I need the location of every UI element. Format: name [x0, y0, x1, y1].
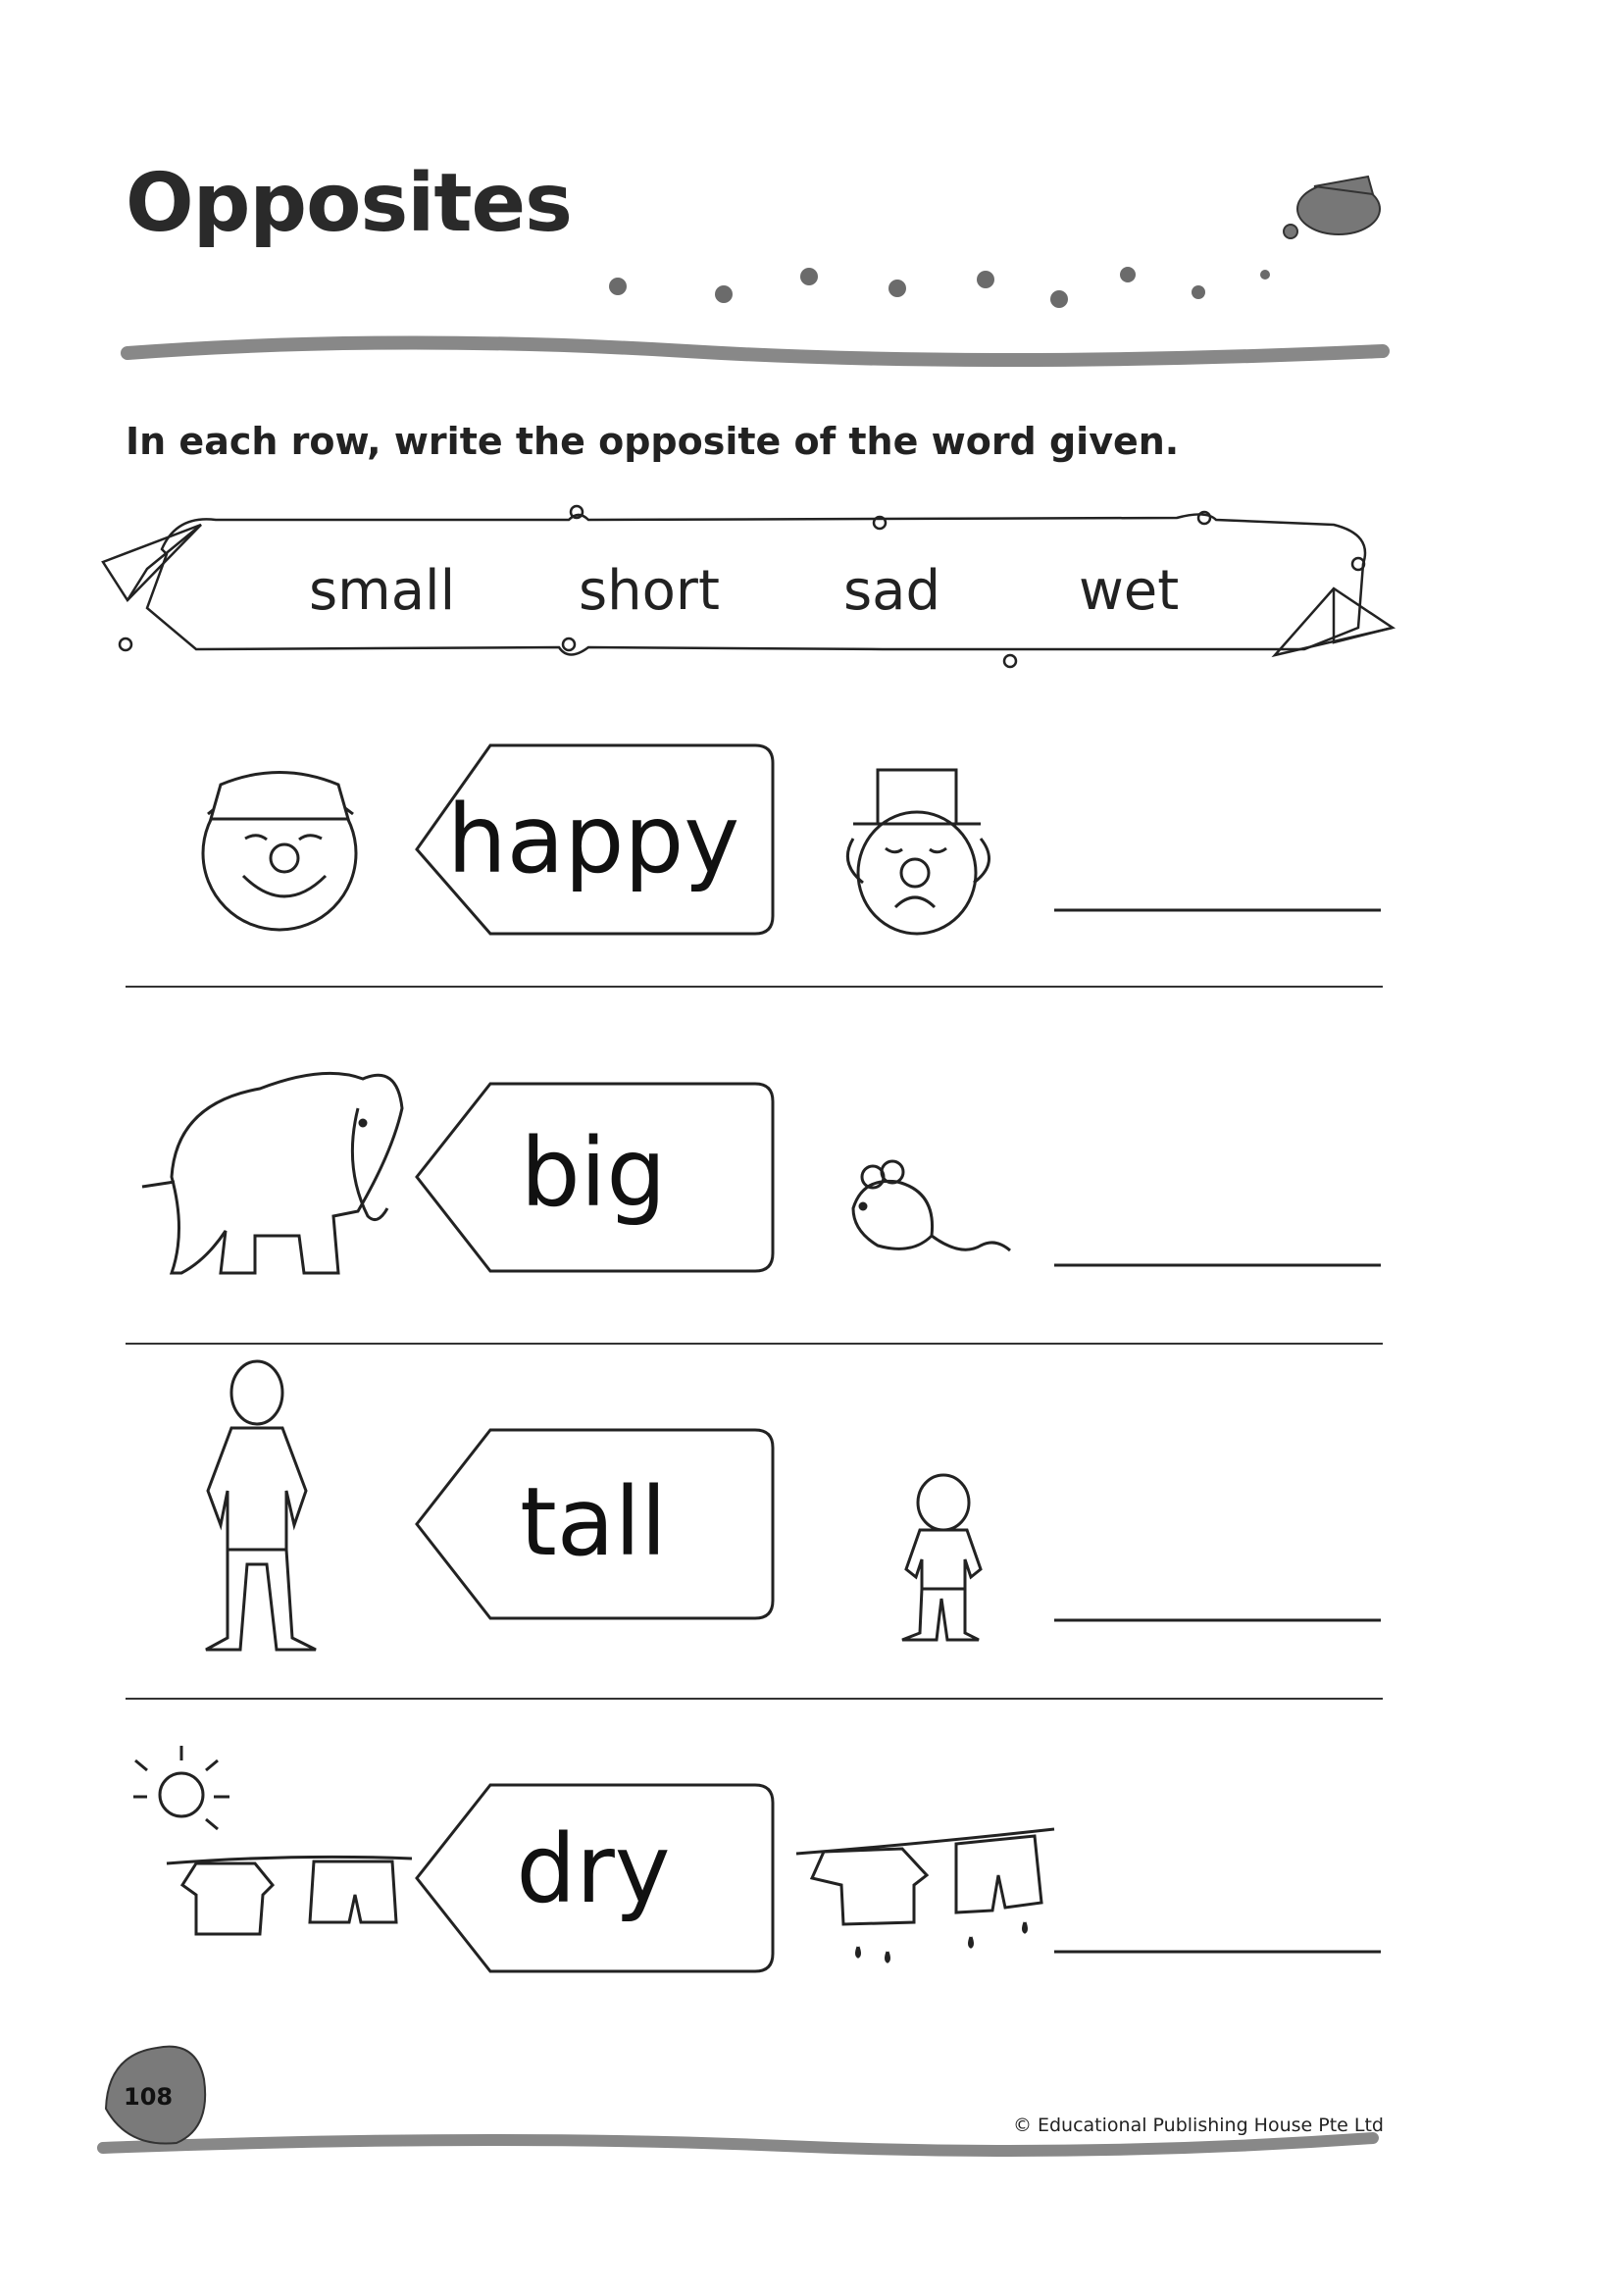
copyright-notice: © Educational Publishing House Pte Ltd — [1012, 2115, 1384, 2136]
flower-trail-icon — [609, 267, 1270, 308]
instruction-text: In each row, write the opposite of the word given. — [126, 420, 1180, 463]
tall-man-icon — [206, 1361, 316, 1650]
word-bank-item: short — [579, 559, 720, 623]
tag-word-dry: dry — [516, 1814, 671, 1924]
happy-clown-icon — [203, 773, 356, 931]
dry-clothesline-icon — [167, 1857, 412, 1934]
sun-icon — [133, 1746, 229, 1829]
paper-plane-right-icon — [1275, 588, 1393, 655]
tag-word-happy: happy — [446, 785, 740, 894]
word-bank-item: sad — [843, 559, 941, 623]
word-bank-item: small — [309, 559, 456, 623]
mouse-icon — [853, 1161, 1010, 1250]
short-boy-icon — [902, 1475, 981, 1640]
elephant-icon — [142, 1073, 402, 1273]
page-title: Opposites — [126, 157, 572, 250]
sad-clown-icon — [847, 770, 989, 934]
tag-word-big: big — [520, 1118, 667, 1228]
bottom-divider — [103, 2138, 1373, 2151]
top-divider — [127, 342, 1383, 360]
wet-clothesline-icon — [796, 1829, 1054, 1962]
tag-word-tall: tall — [520, 1467, 667, 1577]
page-number: 108 — [124, 2083, 174, 2111]
airplane-icon — [1284, 177, 1380, 238]
paper-plane-left-icon — [103, 525, 201, 600]
word-bank-item: wet — [1079, 559, 1180, 623]
